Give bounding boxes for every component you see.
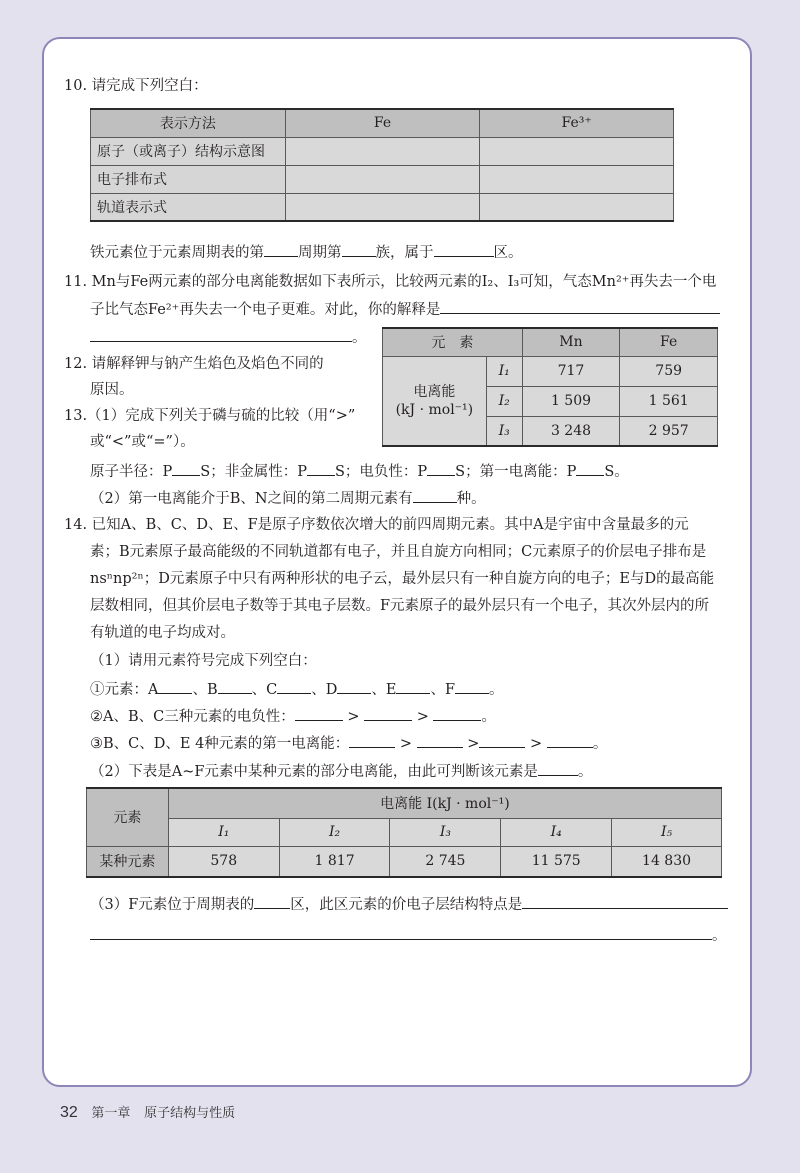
blank-element-f[interactable] xyxy=(455,679,489,694)
q10-row-orbital: 轨道表示式 xyxy=(91,193,286,221)
blank-element-b[interactable] xyxy=(218,679,252,694)
q13-compare-text-2: S；电负性：P xyxy=(334,464,428,480)
q14-letter-d: 、D xyxy=(311,682,338,698)
ionization-header-element: 元素 xyxy=(87,788,169,846)
q12-line1: 12. 请解释钾与钠产生焰色及焰色不同的 xyxy=(64,356,324,372)
q14-item1-label: ①元素： xyxy=(90,682,148,698)
ion-label-line2: (kJ · mol⁻¹) xyxy=(395,401,474,418)
q14-item1 xyxy=(90,679,504,700)
q11-line1: 11. Mn与Fe两元素的部分电离能数据如下表所示，比较两元素的I₂、I₃可知，气态Mn²⁺再失去一个电 xyxy=(64,274,717,290)
ion-row-i2: I₂ xyxy=(486,386,522,416)
blank-element-count[interactable] xyxy=(413,488,457,503)
q14-item3 xyxy=(90,733,607,754)
q11-line2-wrap xyxy=(90,299,720,320)
ionization-value-i2: 1 817 xyxy=(279,846,390,877)
q14-item3-gt-1: > xyxy=(399,736,413,752)
ion-row-i3: I₃ xyxy=(486,416,522,446)
ionization-header-energy: 电离能 I(kJ · mol⁻¹) xyxy=(168,788,721,818)
q14-line-1: 素；B元素原子最高能级的不同轨道都有电子，并且自旋方向相同；C元素原子的价层电子排布是 xyxy=(90,544,707,560)
q14-item3-end: 。 xyxy=(592,736,608,752)
q13-part2-text: （2）第一电离能介于B、N之间的第二周期元素有 xyxy=(90,491,413,507)
q14-sub2-text: （2）下表是A~F元素中某种元素的部分电离能，由此可判断该元素是 xyxy=(90,764,538,780)
blank-valence-feature-cont[interactable] xyxy=(90,925,712,940)
blank-en-3[interactable] xyxy=(433,706,481,721)
q14-letter-b: 、B xyxy=(192,682,218,698)
q14-sub3-text-b: 区，此区元素的价电子层结构特点是 xyxy=(290,897,523,913)
ion-header-fe: Fe xyxy=(620,328,718,356)
q11-line2: 子比气态Fe²⁺再失去一个电子更难。对此，你的解释是 xyxy=(90,302,441,318)
q10-fill-text-a: 铁元素位于元素周期表的第 xyxy=(90,245,264,261)
blank-element-a[interactable] xyxy=(158,679,192,694)
blank-group[interactable] xyxy=(342,242,376,257)
q14-line-4: 有轨道的电子均成对。 xyxy=(90,625,235,641)
q14-item2 xyxy=(90,706,496,727)
q14-sub1: （1）请用元素符号完成下列空白： xyxy=(90,653,317,669)
blank-which-element[interactable] xyxy=(538,761,578,776)
q14-letter-c: 、C xyxy=(251,682,278,698)
ionization-value-i5: 14 830 xyxy=(612,846,722,877)
ion-mn-i1: 717 xyxy=(522,356,620,386)
ion-mn-i3: 3 248 xyxy=(522,416,620,446)
blank-ie-2[interactable] xyxy=(417,733,463,748)
ionization-col-i1: I₁ xyxy=(168,818,279,846)
q14-sub3-end: 。 xyxy=(712,928,727,944)
ion-header-mn: Mn xyxy=(522,328,620,356)
ionization-col-i2: I₂ xyxy=(279,818,390,846)
q14-item2-text: ②A、B、C三种元素的电负性： xyxy=(90,709,295,725)
q14-item2-end: 。 xyxy=(481,709,496,725)
q10-header-fe: Fe xyxy=(285,109,480,137)
q10-row-config: 电子排布式 xyxy=(91,165,286,193)
q14-letter-f: 、F xyxy=(430,682,456,698)
q13-compare xyxy=(90,461,629,482)
ionization-table xyxy=(86,787,722,878)
q14-item3-gt-3: > xyxy=(530,736,543,752)
blank-en-2[interactable] xyxy=(364,706,412,721)
q13-line1: 13.（1）完成下列关于磷与硫的比较（用“>” xyxy=(64,408,356,424)
q14-letter-a: A xyxy=(148,682,159,698)
q10-row-structure: 原子（或离子）结构示意图 xyxy=(91,137,286,165)
blank-ie-1[interactable] xyxy=(349,733,395,748)
q14-sub3-cont xyxy=(90,925,727,946)
q10-cell-fe-orbital[interactable] xyxy=(285,193,480,221)
q10-cell-fe-config[interactable] xyxy=(285,165,480,193)
q11-period: 。 xyxy=(352,330,367,346)
q14-line-3: 层数相同，但其价层电子数等于其电子层数。F元素原子的最外层只有一个电子，其次外层内的所 xyxy=(90,598,710,614)
ionization-col-i4: I₄ xyxy=(501,818,612,846)
ionization-col-i5: I₅ xyxy=(612,818,722,846)
ionization-value-i1: 578 xyxy=(168,846,279,877)
q14-sub3-text-a: （3）F元素位于周期表的 xyxy=(90,897,255,913)
q13-compare-text-0: 原子半径：P xyxy=(90,464,173,480)
q14-line-2: nsⁿnp²ⁿ；D元素原子中只有两种形状的电子云，最外层只有一种自旋方向的电子；E与D的最高能 xyxy=(90,571,715,587)
q10-fill-text-d: 区。 xyxy=(493,245,523,261)
q10-fill-line xyxy=(90,242,523,263)
q14-item3-gt-2: > xyxy=(467,736,480,752)
blank-block[interactable] xyxy=(434,242,494,257)
ionization-value-i4: 11 575 xyxy=(501,846,612,877)
ion-label-line1: 电离能 xyxy=(413,383,456,400)
q10-cell-fe3-structure[interactable] xyxy=(480,137,674,165)
q14-sub2 xyxy=(90,761,592,782)
blank-nonmetal[interactable] xyxy=(307,461,335,476)
q10-fill-text-c: 族，属于 xyxy=(375,245,434,261)
ion-header-element: 元 素 xyxy=(383,328,523,356)
ion-fe-i2: 1 561 xyxy=(620,386,718,416)
q14-letter-e: 、E xyxy=(371,682,397,698)
blank-electroneg[interactable] xyxy=(427,461,455,476)
blank-q11-explanation-cont[interactable] xyxy=(90,327,352,342)
blank-element-e[interactable] xyxy=(396,679,430,694)
q10-fill-text-b: 周期第 xyxy=(298,245,342,261)
q14-line-0: 14. 已知A、B、C、D、E、F是原子序数依次增大的前四周期元素。其中A是宇宙中含量最多的元 xyxy=(64,517,689,533)
q10-prompt: 10. 请完成下列空白： xyxy=(64,78,208,94)
blank-en-1[interactable] xyxy=(295,706,343,721)
q13-line2: 或“<”或“=”）。 xyxy=(90,434,195,450)
q11-line3 xyxy=(90,327,367,348)
blank-radius[interactable] xyxy=(172,461,200,476)
ionization-row-label: 某种元素 xyxy=(87,846,169,877)
blank-element-d[interactable] xyxy=(337,679,371,694)
q14-item2-gt-2: > xyxy=(416,709,429,725)
ionization-value-i3: 2 745 xyxy=(390,846,501,877)
q13-compare-text-1: S；非金属性：P xyxy=(200,464,307,480)
q10-cell-fe3-config[interactable] xyxy=(480,165,674,193)
q14-sub3 xyxy=(90,894,728,915)
q10-table xyxy=(90,108,674,222)
blank-q11-explanation[interactable] xyxy=(440,299,720,314)
q14-item3-text: ③B、C、D、E 4种元素的第一电离能： xyxy=(90,736,350,752)
ion-fe-i1: 759 xyxy=(620,356,718,386)
chapter-title: 原子结构与性质 xyxy=(144,1105,236,1120)
q13-compare-text-4: S。 xyxy=(604,464,629,480)
blank-block-f[interactable] xyxy=(254,894,290,909)
q10-header-fe3: Fe³⁺ xyxy=(480,109,674,137)
q10-header-method: 表示方法 xyxy=(91,109,286,137)
q12-line2: 原因。 xyxy=(90,382,134,398)
blank-period[interactable] xyxy=(264,242,298,257)
ion-row-i1: I₁ xyxy=(486,356,522,386)
ion-fe-i3: 2 957 xyxy=(620,416,718,446)
chapter-label: 第一章 xyxy=(91,1105,131,1120)
ionization-col-i3: I₃ xyxy=(390,818,501,846)
q13-compare-text-3: S；第一电离能：P xyxy=(455,464,577,480)
q10-cell-fe-structure[interactable] xyxy=(285,137,480,165)
blank-valence-feature[interactable] xyxy=(522,894,728,909)
ion-label xyxy=(383,356,487,446)
q13-part2-end: 种。 xyxy=(456,491,486,507)
blank-first-ionization[interactable] xyxy=(576,461,604,476)
ion-table xyxy=(382,327,718,447)
ion-mn-i2: 1 509 xyxy=(522,386,620,416)
blank-element-c[interactable] xyxy=(277,679,311,694)
page-number: 32 xyxy=(60,1104,78,1121)
q14-sub2-end: 。 xyxy=(577,764,593,780)
page-footer xyxy=(60,1102,235,1122)
blank-ie-3[interactable] xyxy=(479,733,525,748)
q14-item1-end: 。 xyxy=(489,682,504,698)
q14-item2-gt-1: > xyxy=(347,709,360,725)
blank-ie-4[interactable] xyxy=(547,733,593,748)
q10-cell-fe3-orbital[interactable] xyxy=(480,193,674,221)
q13-part2 xyxy=(90,488,486,509)
